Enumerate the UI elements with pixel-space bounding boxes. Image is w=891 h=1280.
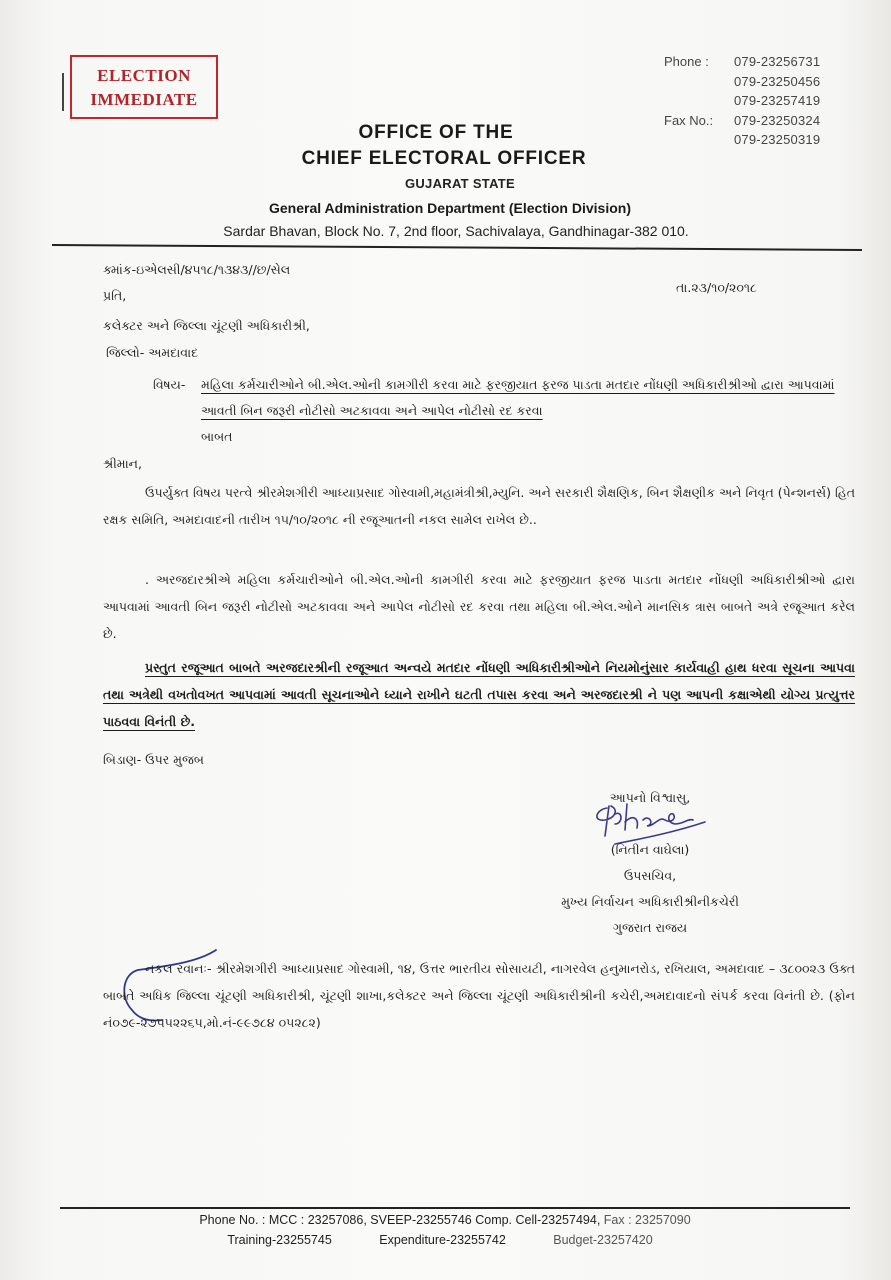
subject-label: વિષય- bbox=[153, 377, 186, 392]
footer-fax: Fax : 23257090 bbox=[603, 1213, 691, 1227]
body-paragraph-1 bbox=[103, 479, 855, 533]
paragraph-2-text: . અરજદારશ્રીએ મહિલા કર્મચારીઓને બી.એલ.ઓની કામગીરી કરવા માટે ફરજીયાત ફરજ પાડતા મતદાર નોંધણી અધિકારીશ્રીઓ દ્વારા આપવામાં આવતી બિન જરૂરી નોટીસો અટકાવવા અને આપેલ નોટીસો રદ કરવા તથા મહિલા બી.એલ.ઓને માનસિક ત્રાસ બાબતે અત્રે રજૂઆત કરેલ છે. bbox=[103, 572, 855, 641]
stamp-line-1: ELECTION bbox=[97, 66, 191, 85]
closing: આપનો વિશ્વાસુ, bbox=[609, 790, 691, 805]
subject-text: મહિલા કર્મચારીઓને બી.એલ.ઓની કામગીરી કરવા માટે ફરજીયાત ફરજ પાડતા મતદાર નોંધણી અધિકારીશ્રીઓ દ્વારા આપવામાં આવતી બિન જરૂરી નોટીસો અટકાવવા અને આપેલ નોટીસો રદ કરવા bbox=[201, 377, 835, 418]
margin-mark bbox=[62, 73, 64, 111]
footer-divider bbox=[60, 1207, 850, 1209]
stamp-line-2: IMMEDIATE bbox=[90, 90, 198, 109]
footer-phone-line bbox=[70, 1213, 820, 1227]
phone-number: 079-23257419 bbox=[734, 93, 821, 108]
paragraph-1-text: ઉપર્યુક્ત વિષય પરત્વે શ્રીરમેશગીરી આધ્યાપ્રસાદ ગોસ્વામી,મહામંત્રીશ્રી,મ્યુનિ. અને સરકારી શૈક્ષણિક, બિન શૈક્ષણીક અને નિવૃત (પેન્શનર્સ) હિત રક્ષક સમિતિ, અમદાવાદની તારીખ ૧૫/૧૦/૨૦૧૮ ની રજૂઆતની નકલ સામેલ રાખેલ છે.. bbox=[103, 485, 855, 527]
body-paragraph-3 bbox=[103, 654, 855, 735]
state-name: GUJARAT STATE bbox=[404, 176, 516, 191]
office-title-line-1: OFFICE OF THE bbox=[358, 122, 514, 143]
copy-to-text: શ્રીરમેશગીરી આધ્યાપ્રસાદ ગોસ્વામી, ૧૪, ઉત્તર ભારતીય સોસાયટી, નાગરવેલ હનુમાનરોડ, રખિયાલ, અમદાવાદ – ૩૮૦૦૨૩ ઉક્ત બાબતે અધિક જિલ્લા ચૂંટણી અધિકારીશ્રી, ચૂંટણી શાખા,કલેક્ટર અને જિલ્લા ચૂંટણી અધિકારીશ્રીની કચેરી,અમદાવાદનો સંપર્ક કરવા વિનંતી છે. (ફોન નં૦૭૯-૨૭૫૫૨૨૬૫,મો.નં-૯૯૭૮૪ ૦૫૨૮૨) bbox=[103, 961, 855, 1030]
signatory-state: ગુજરાત રાજય bbox=[612, 920, 688, 935]
paragraph-3-text: પ્રસ્તુત રજૂઆત બાબતે અરજદારશ્રીની રજૂઆત અન્વયે મતદાર નોંધણી અધિકારીશ્રીઓને નિયમોનુંસાર કાર્યવાહી હાથ ધરવા સૂચના આપવા તથા અત્રેથી વખતોવખત આપવામાં આવતી સૂચનાઓને ધ્યાને રાખીને ઘટતી તપાસ કરવા અને અરજદારશ્રી ને પણ આપની કક્ષાએથી યોગ્ય પ્રત્યુત્તર પાઠવવા વિનંતી છે. bbox=[103, 660, 855, 729]
election-immediate-stamp bbox=[70, 55, 218, 119]
handwritten-signature-icon bbox=[585, 800, 725, 850]
footer-phones: Phone No. : MCC : 23257086, SVEEP-23255746 Comp. Cell-23257494, bbox=[199, 1213, 601, 1227]
copy-to-block bbox=[103, 955, 855, 1036]
salutation: શ્રીમાન, bbox=[103, 456, 142, 471]
department-name: General Administration Department (Election Division) bbox=[269, 200, 631, 216]
contact-block bbox=[664, 52, 820, 150]
office-address: Sardar Bhavan, Block No. 7, 2nd floor, Sachivalaya, Gandhinagar-382 010. bbox=[223, 223, 689, 239]
header-divider bbox=[52, 244, 862, 251]
footer-expenditure: Expenditure-23255742 bbox=[379, 1233, 506, 1247]
subject-block bbox=[153, 372, 843, 450]
signatory-office: મુખ્ય નિર્વાચન અધિકારીશ્રીનીકચેરી bbox=[561, 894, 739, 909]
subject-tail: બાબત bbox=[201, 429, 233, 444]
signatory-name: (નિતીન વાઘેલા) bbox=[610, 842, 690, 857]
to-label: પ્રતિ, bbox=[103, 288, 127, 303]
signatory-designation: ઉપસચિવ, bbox=[623, 868, 677, 883]
fax-number: 079-23250324 bbox=[734, 112, 821, 128]
copy-to-label: નકલ રવાનઃ- bbox=[145, 961, 212, 976]
phone-label: Phone : bbox=[664, 54, 709, 69]
district: જિલ્લો- અમદાવાદ bbox=[106, 345, 199, 360]
phone-number: 079-23250456 bbox=[734, 73, 821, 89]
office-title-line-2: CHIEF ELECTORAL OFFICER bbox=[301, 148, 587, 169]
addressee: કલેક્ટર અને જિલ્લા ચૂંટણી અધિકારીશ્રી, bbox=[103, 318, 310, 333]
footer-budget: Budget-23257420 bbox=[553, 1233, 653, 1247]
phone-number: 079-23256731 bbox=[734, 54, 821, 69]
letter-date: તા.૨૩/૧૦/૨૦૧૮ bbox=[676, 280, 757, 295]
footer-extensions-line bbox=[70, 1233, 810, 1247]
body-paragraph-2 bbox=[103, 566, 855, 647]
enclosure-note: બિડાણ- ઉપર મુજબ bbox=[103, 752, 204, 767]
reference-number: ક્માંક-ઇએલસી/૪૫૧૮/૧૩૪૩//છ/સેલ bbox=[103, 262, 291, 277]
fax-number: 079-23250319 bbox=[734, 132, 821, 147]
footer-training: Training-23255745 bbox=[227, 1233, 332, 1247]
fax-label: Fax No.: bbox=[664, 112, 714, 128]
